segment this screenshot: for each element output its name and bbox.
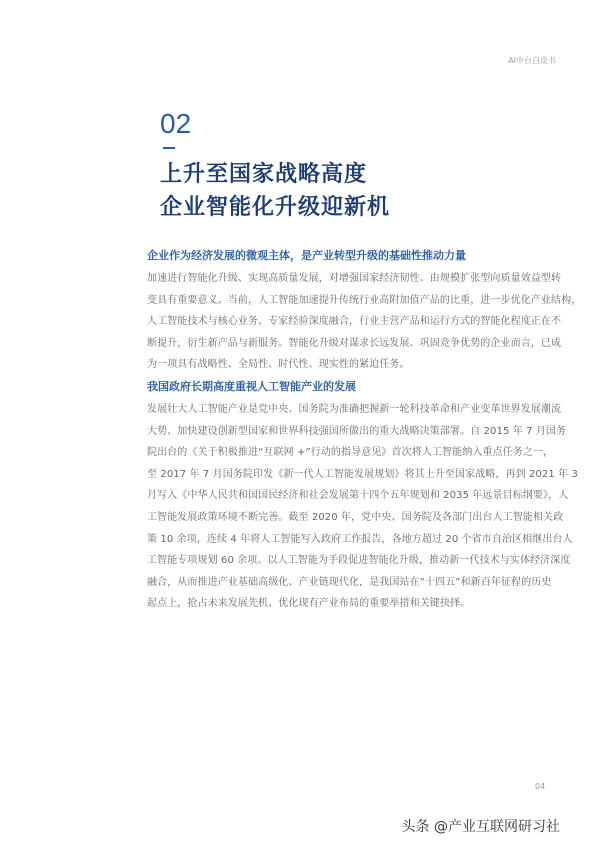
section-heading: 企业作为经济发展的微观主体，是产业转型升级的基础性推动力量 bbox=[147, 249, 466, 262]
page-number: 04 bbox=[535, 782, 546, 791]
section-heading: 我国政府长期高度重视人工智能产业的发展 bbox=[147, 380, 356, 393]
body-line: 工智能发展政策环境不断完善。截至 2020 年，党中央、国务院及各部门出台人工智能相关政 bbox=[147, 511, 564, 523]
body-line: 策 10 余项，连续 4 年将人工智能写入政府工作报告，各地方超过 20 个省市自治区相继出台人 bbox=[147, 533, 573, 545]
body-line: 断提升，衍生新产品与新服务。智能化升级对谋求长远发展、巩固竞争优势的企业而言，已成 bbox=[147, 337, 562, 349]
body-line: 至 2017 年 7 月国务院印发《新一代人工智能发展规划》将其上升至国家战略，再到 2021 年 3 bbox=[147, 468, 578, 480]
body-line: 为一项具有战略性、全局性、时代性、现实性的紧迫任务。 bbox=[147, 359, 410, 371]
body-line: 变具有重要意义。当前，人工智能加速提升传统行业高附加值产品的比重，进一步优化产业结构， bbox=[147, 294, 582, 306]
body-line: 院出台的《关于积极推进“互联网 +”行动的指导意见》首次将人工智能纳入重点任务之一， bbox=[147, 447, 554, 459]
chapter-title bbox=[160, 158, 390, 224]
body-line: 起点上，抢占未来发展先机、优化现有产业布局的重要举措和关键抉择。 bbox=[147, 598, 471, 610]
section-government bbox=[147, 377, 578, 615]
body-line: 加速进行智能化升级、实现高质量发展，对增强国家经济韧性、由规模扩张型向质量效益型转 bbox=[147, 273, 562, 284]
body-line: 发展壮大人工智能产业是党中央、国务院为准确把握新一轮科技革命和产业变革世界发展潮流 bbox=[147, 404, 562, 415]
body-line: 月写入《中华人民共和国国民经济和社会发展第十四个五年规划和 2035 年远景目标纲要》，人 bbox=[147, 490, 569, 502]
body-line: 融合，从而推进产业基础高级化、产业链现代化，是我国站在“十四五”和新百年征程的历史 bbox=[147, 576, 552, 588]
chapter-number: 02 bbox=[160, 108, 192, 139]
running-header: AI中台白皮书 bbox=[508, 56, 556, 65]
title-line: 企业智能化升级迎新机 bbox=[160, 195, 391, 220]
section-enterprise bbox=[147, 246, 582, 376]
watermark: 头条 @产业互联网研习社 bbox=[401, 819, 560, 835]
title-line: 上升至国家战略高度 bbox=[160, 162, 368, 187]
body-line: 工智能专项规划 60 余项。以人工智能为手段促进智能化升级，推动新一代技术与实体经济深度 bbox=[147, 555, 571, 567]
body-line: 人工智能技术与核心业务、专家经验深度融合，行业主营产品和运行方式的智能化程度正在不 bbox=[147, 316, 562, 328]
body-line: 大势、加快建设创新型国家和世界科技强国所做出的重大战略决策部署。自 2015 年 7 月国务 bbox=[147, 425, 567, 437]
chapter-divider bbox=[163, 147, 175, 149]
